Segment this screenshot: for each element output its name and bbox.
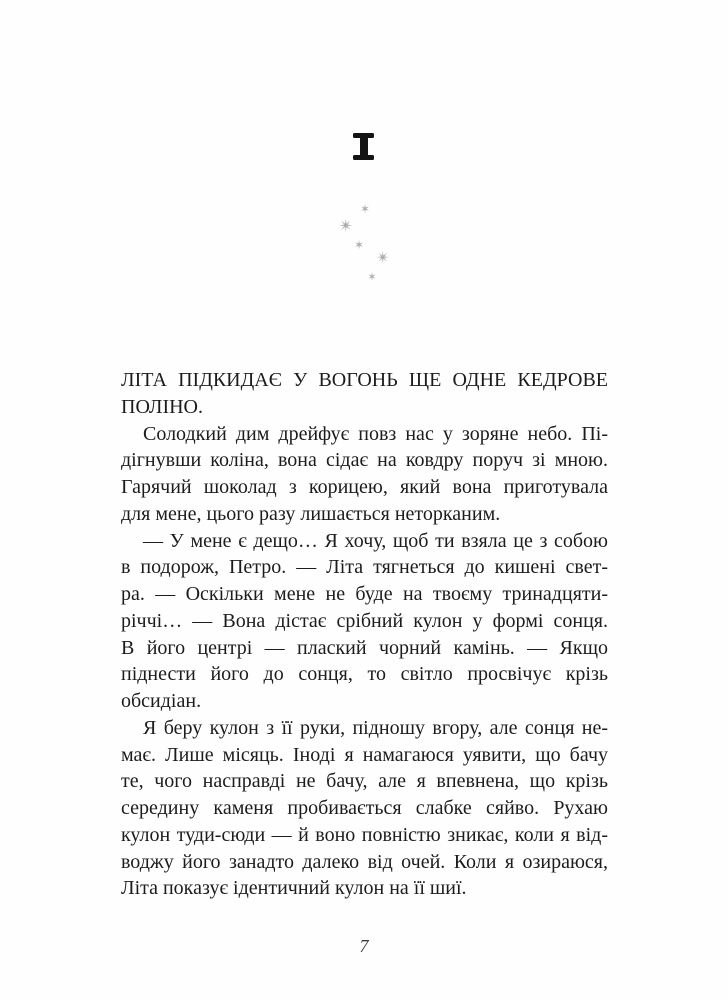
body-text-line: Я беру кулон з її руки, підношу вгору, але сонця не- <box>143 716 608 739</box>
body-text-line: Солодкий дим дрейфує повз нас у зоряне небо. Пі- <box>143 422 608 445</box>
page-number: 7 <box>359 936 369 956</box>
chapter-number <box>353 133 374 160</box>
body-text-line: те, чого насправді не бачу, але я впевнена, що крізь <box>121 770 608 793</box>
body-text-line: річчі… — Вона дістає срібний кулон у формі сонця. <box>121 609 608 632</box>
body-text-line: піднести його до сонця, то світло просвічує крізь <box>121 663 608 686</box>
body-text-line: воджу його занадто далеко від очей. Коли я озираюся, <box>121 850 608 873</box>
body-text-line: ра. — Оскільки мене не буде на твоєму тринадцяти- <box>121 583 608 605</box>
body-text-line: В його центрі — плаский чорний камінь. — Якщо <box>121 636 608 659</box>
star-icon: ✴ <box>338 216 354 237</box>
star-icon: ✴ <box>376 248 390 267</box>
body-text-line: обсидіан. <box>121 690 202 712</box>
body-text-line: середину каменя пробивається слабке сяйво. Рухаю <box>121 797 608 819</box>
body-text-line: дігнувши коліна, вона сідає на ковдру поруч зі мною. <box>121 449 608 472</box>
body-text-line: для мене, цього разу лишається неторканим. <box>121 502 501 525</box>
body-text-line: кулон туди-сюди — й воно повністю зникає, коли я від- <box>121 823 608 846</box>
heading-line: ПОЛІНО. <box>121 395 204 418</box>
body-text-line: Гарячий шоколад з корицею, який вона приготувала <box>121 476 608 498</box>
body-text-line: — У мене є дещо… Я хочу, щоб ти взяла це з собою <box>143 529 608 552</box>
heading-line: ЛІТА ПІДКИДАЄ У ВОГОНЬ ЩЕ ОДНЕ КЕДРОВЕ <box>121 369 608 391</box>
body-text-line: в подорож, Петро. — Літа тягнеться до кишені свет- <box>121 556 608 579</box>
body-text-line: Літа показує ідентичний кулон на її шиї. <box>121 877 467 900</box>
chapter-number-bottom-serif <box>353 155 374 160</box>
chapter-text <box>121 367 608 902</box>
body-text-line: має. Лише місяць. Іноді я намагаюся уявити, що бачу <box>121 743 608 766</box>
star-icon: ✶ <box>359 202 371 216</box>
star-icon: ✶ <box>353 238 365 252</box>
star-icon: ✶ <box>367 270 377 284</box>
chapter-number-stem <box>360 137 368 156</box>
